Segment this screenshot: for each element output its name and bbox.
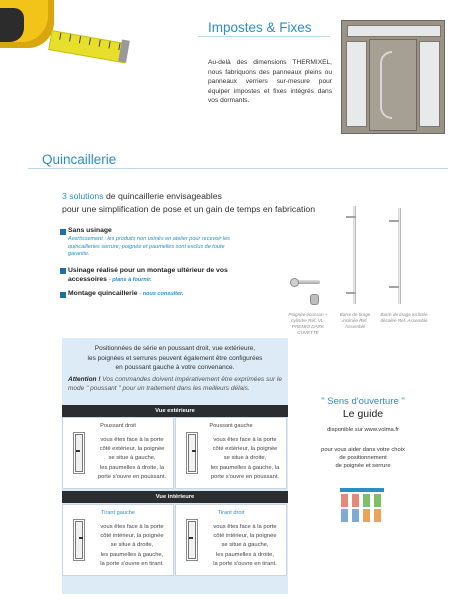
bullet-title: Sans usinage: [68, 227, 112, 234]
impostes-underline: [198, 36, 330, 37]
guide-availability: disponible sur www.volma.fr: [327, 427, 399, 433]
guide-purpose: pour vous aider dans votre choix de positionnement de poignée et serrure: [321, 447, 405, 470]
door-diagram-icon: [73, 432, 87, 476]
door-photo: [341, 20, 445, 134]
bullet-title: Montage quincaillerie - nous consulter.: [68, 290, 184, 297]
bullet-note: Avertissement : les produits non usinés en atelier pour recevoir les quincailleries serrure, poignée et paumelles sont exclus de toute garantie.: [68, 236, 230, 258]
pull-bar-stand: [346, 216, 356, 218]
cell-title: Tirant droit: [217, 510, 245, 516]
cell-title: Poussant gauche: [209, 423, 253, 429]
quincaillerie-intro: [62, 191, 222, 201]
door-diagram-icon: [186, 519, 200, 563]
door-transom: [347, 25, 441, 37]
vue-exterieure-header: Vue extérieure: [62, 405, 288, 417]
bullet-square-icon: [60, 229, 66, 235]
quincaillerie-intro-line2: pour une simplification de pose et un gain de temps en fabrication: [62, 204, 316, 214]
handle-rose-image: [290, 278, 299, 287]
door-diagram-icon: [73, 519, 87, 563]
tape-measure-grip: [0, 8, 24, 42]
cell-body: vous êtes face à la porte côté extérieur, la poignée se situe à droite, les paumelles à gauche, la porte s'ouvre en poussant.: [210, 437, 280, 480]
offset-pull-bar-image: [398, 208, 401, 304]
impostes-paragraph: Au-delà des dimensions THERMIXEL, nous fabriquons des panneaux pleins ou panneaux verriers sur-mesure pour équiper impostes et fixes intégrés dans vos dormants.: [208, 59, 332, 105]
cell-poussant-droit: [62, 417, 174, 489]
cell-body: vous êtes face à la porte côté intérieur, la poignée se situe à gauche, les paumelles à droite, la porte s'ouvre en tirant.: [213, 524, 277, 567]
bullet-square-icon: [60, 292, 66, 298]
bullet-title: Usinage réalisé pour un montage ultérieur de vos accessoires - plans à fournir.: [68, 267, 228, 283]
pull-bar-stand: [346, 292, 356, 294]
door-side-panel-left: [346, 41, 367, 127]
quincaillerie-underline: [28, 168, 448, 169]
pull-bar-stand: [389, 220, 399, 222]
pull-bar-stand: [389, 286, 399, 288]
door-leaf: [369, 39, 417, 131]
cell-title: Tirant gauche: [101, 510, 135, 516]
pull-bar-image: [353, 206, 356, 304]
caption-offset-pull-bar: Barre de tirage inclinée décalée Réf. Assemblé: [380, 312, 428, 323]
door-diagram-icon: [186, 432, 200, 476]
bullet-square-icon: [60, 268, 66, 274]
door-handle: [380, 51, 392, 119]
door-side-panel-right: [419, 41, 440, 127]
vue-interieure-header: Vue intérieure: [62, 491, 288, 503]
cell-poussant-gauche: [175, 417, 287, 489]
caption-pull-bar: Barre de tirage inclinée Réf. Assemblé: [339, 312, 371, 329]
impostes-heading: Impostes & Fixes: [208, 20, 312, 35]
cylinder-escutcheon-image: [310, 294, 319, 305]
cell-tirant-gauche: [62, 504, 174, 576]
caption-handle: Poignée écusson + cylindre Réf. VL-PREMIO DARK CUVETTE: [288, 312, 328, 335]
tape-measure-blade: [48, 30, 128, 63]
le-guide-title: Le guide: [342, 408, 384, 420]
intro-rest: de quincaillerie envisageables: [103, 191, 222, 201]
cell-tirant-droit: [175, 504, 287, 576]
sens-ouverture-title: " Sens d'ouverture ": [321, 396, 405, 407]
attention-note: Attention ! Vos commandes doivent impérativement être exprimées sur le mode " poussant " pour un traitement dans les meilleurs délais.: [68, 376, 282, 392]
cell-body: vous êtes face à la porte côté extérieur, la poignée se situe à gauche, les paumelles à droite, la porte s'ouvre en poussant.: [97, 437, 167, 480]
panel-intro: Positionnées de série en poussant droit, vue extérieure, les poignées et serrures peuvent également être configurées en poussant gauche à votre convenance.: [87, 345, 263, 372]
cell-body: vous êtes face à la porte côté intérieur, la poignée se situe à droite, les paumelles à gauche, la porte s'ouvre en tirant.: [100, 524, 164, 567]
guide-thumbnail: [340, 488, 384, 522]
intro-number: 3 solutions: [62, 191, 104, 201]
cell-title: Poussant droit: [100, 423, 136, 429]
quincaillerie-heading: Quincaillerie: [42, 152, 117, 167]
